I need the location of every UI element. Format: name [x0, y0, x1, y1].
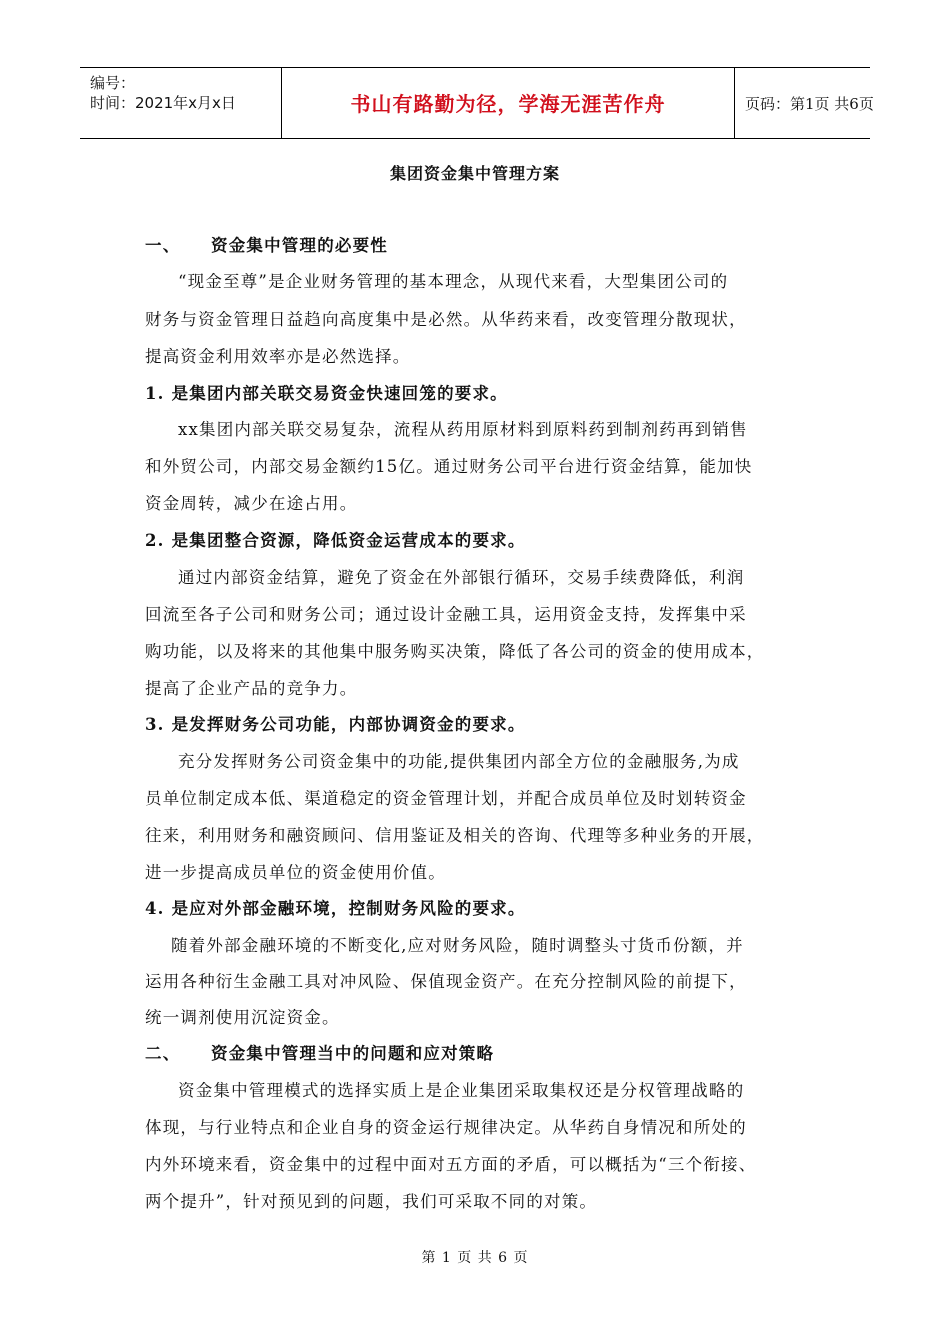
paragraph-line: 资金集中管理模式的选择实质上是企业集团采取集权还是分权管理战略的 — [178, 1081, 745, 1100]
document-title: 集团资金集中管理方案 — [389, 164, 560, 183]
paragraph-line: 财务与资金管理日益趋向高度集中是必然。从华药来看，改变管理分散现状， — [145, 310, 747, 329]
paragraph-line: 提高资金利用效率亦是必然选择。 — [145, 347, 411, 366]
paragraph-line: 内外环境来看，资金集中的过程中面对五方面的矛盾，可以概括为“三个衔接、 — [145, 1155, 757, 1174]
subsection-heading-4: 4. 是应对外部金融环境，控制财务风险的要求。 — [145, 899, 526, 918]
paragraph-line: 和外贸公司，内部交易金额约15亿。通过财务公司平台进行资金结算，能加快 — [145, 457, 753, 476]
header-meta-cell — [80, 68, 282, 138]
paragraph-line: 两个提升”，针对预见到的问题，我们可采取不同的对策。 — [145, 1192, 598, 1211]
section-heading-text: 资金集中管理的必要性 — [211, 236, 388, 255]
header-page-cell — [735, 68, 874, 138]
section-heading-1 — [145, 232, 825, 256]
paragraph-line: “现金至尊”是企业财务管理的基本理念，从现代来看，大型集团公司的 — [178, 272, 729, 291]
document-time: 时间：2021年x月x日 — [90, 94, 236, 112]
subsection-heading-2: 2. 是集团整合资源，降低资金运营成本的要求。 — [145, 531, 526, 550]
header-motto: 书山有路勤为径，学海无涯苦作舟 — [350, 92, 666, 116]
paragraph-line: 购功能，以及将来的其他集中服务购买决策，降低了各公司的资金的使用成本， — [145, 642, 765, 661]
paragraph-line: 体现，与行业特点和企业自身的资金运行规律决定。从华药自身情况和所处的 — [145, 1118, 747, 1137]
paragraph-line: 统一调剂使用沉淀资金。 — [145, 1008, 340, 1027]
paragraph-line: 通过内部资金结算，避免了资金在外部银行循环，交易手续费降低，利润 — [178, 568, 745, 587]
paragraph-line: 随着外部金融环境的不断变化,应对财务风险，随时调整头寸货币份额，并 — [171, 936, 744, 955]
paragraph-line: 运用各种衍生金融工具对冲风险、保值现金资产。在充分控制风险的前提下， — [145, 972, 747, 991]
document-number-label: 编号： — [90, 74, 136, 92]
document-header — [80, 67, 874, 139]
section-number: 二、 — [145, 1044, 181, 1063]
paragraph-line: 进一步提高成员单位的资金使用价值。 — [145, 863, 446, 882]
paragraph-line: 往来，利用财务和融资顾问、信用鉴证及相关的咨询、代理等多种业务的开展， — [145, 826, 765, 845]
subsection-heading-1: 1. 是集团内部关联交易资金快速回笼的要求。 — [145, 384, 508, 403]
header-page-info: 页码：第1页 共6页 — [745, 95, 874, 113]
section-heading-2 — [145, 1040, 825, 1064]
section-heading-text: 资金集中管理当中的问题和应对策略 — [211, 1044, 495, 1063]
paragraph-line: 充分发挥财务公司资金集中的功能,提供集团内部全方位的金融服务,为成 — [178, 752, 740, 771]
paragraph-line: xx集团内部关联交易复杂，流程从药用原材料到原料药到制剂药再到销售 — [178, 420, 748, 439]
paragraph-line: 提高了企业产品的竞争力。 — [145, 679, 358, 698]
page-footer: 第 1 页 共 6 页 — [421, 1250, 529, 1266]
paragraph-line: 资金周转，减少在途占用。 — [145, 494, 358, 513]
subsection-heading-3: 3. 是发挥财务公司功能，内部协调资金的要求。 — [145, 715, 526, 734]
section-number: 一、 — [145, 236, 181, 255]
paragraph-line: 员单位制定成本低、渠道稳定的资金管理计划，并配合成员单位及时划转资金 — [145, 789, 747, 808]
paragraph-line: 回流至各子公司和财务公司；通过设计金融工具，运用资金支持，发挥集中采 — [145, 605, 747, 624]
header-motto-cell — [282, 68, 735, 138]
